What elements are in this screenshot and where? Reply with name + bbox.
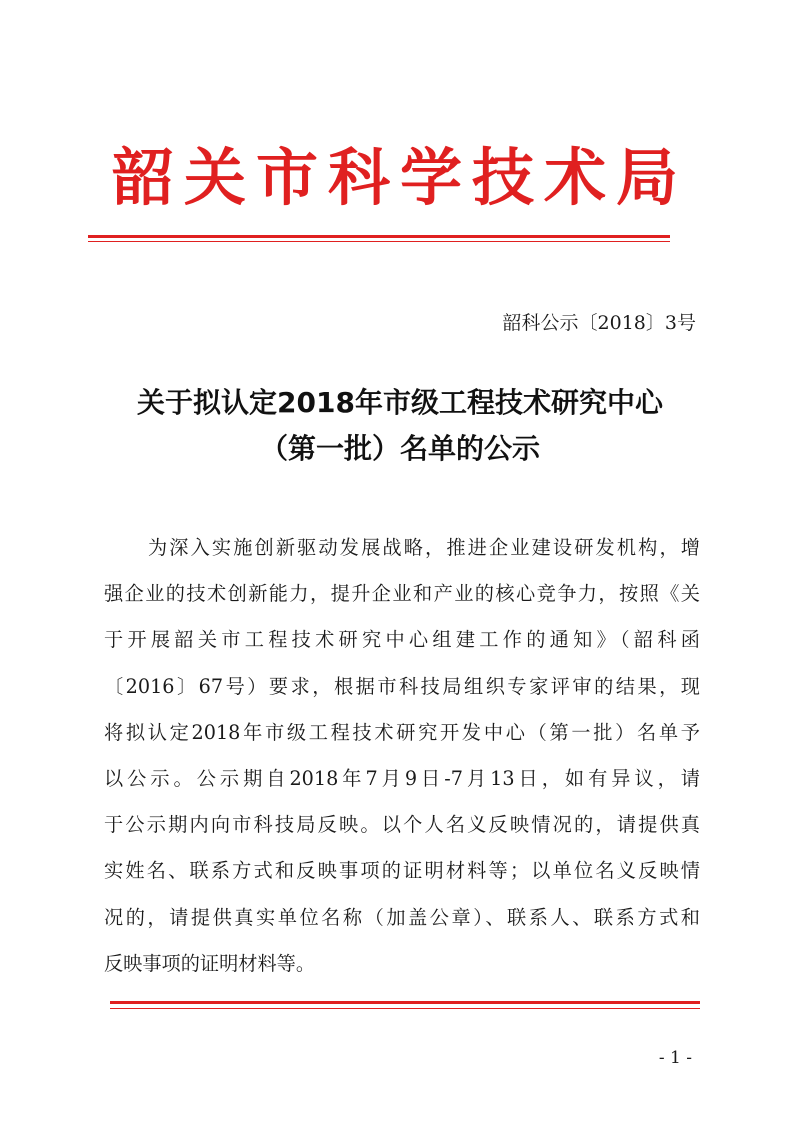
body-line: 〔2016〕67号）要求，根据市科技局组织专家评审的结果，现 <box>104 674 700 698</box>
body-line: 将拟认定2018年市级工程技术研究开发中心（第一批）名单予 <box>104 720 700 744</box>
page-number: - 1 - <box>658 1048 692 1068</box>
agency-masthead: 韶关市科学技术局 <box>111 141 688 214</box>
footer-red-rule-thin <box>110 1008 700 1009</box>
masthead-red-rule <box>88 235 670 238</box>
masthead-red-rule-thin <box>88 241 670 242</box>
body-line: 以公示。公示期自2018年7月9日-7月13日，如有异议，请 <box>104 767 700 791</box>
body-line: 为深入实施创新驱动发展战略，推进企业建设研发机构，增 <box>148 536 700 559</box>
body-line: 强企业的技术创新能力，提升企业和产业的核心竞争力，按照《关 <box>104 582 700 606</box>
body-line: 于公示期内向市科技局反映。以个人名义反映情况的，请提供真 <box>104 813 700 837</box>
body-line: 实姓名、联系方式和反映事项的证明材料等；以单位名义反映情 <box>104 859 700 883</box>
body-line: 反映事项的证明材料等。 <box>104 951 316 975</box>
title-line: （第一批）名单的公示 <box>259 432 540 465</box>
document-body <box>104 525 700 987</box>
document-number: 韶科公示〔2018〕3号 <box>502 312 696 334</box>
body-line: 况的，请提供真实单位名称（加盖公章）、联系人、联系方式和 <box>104 905 700 929</box>
document-title <box>60 380 740 472</box>
title-line: 关于拟认定2018年市级工程技术研究中心 <box>137 386 663 419</box>
footer-red-rule <box>110 1001 700 1004</box>
body-line: 于开展韶关市工程技术研究中心组建工作的通知》（韶科函 <box>104 628 700 652</box>
